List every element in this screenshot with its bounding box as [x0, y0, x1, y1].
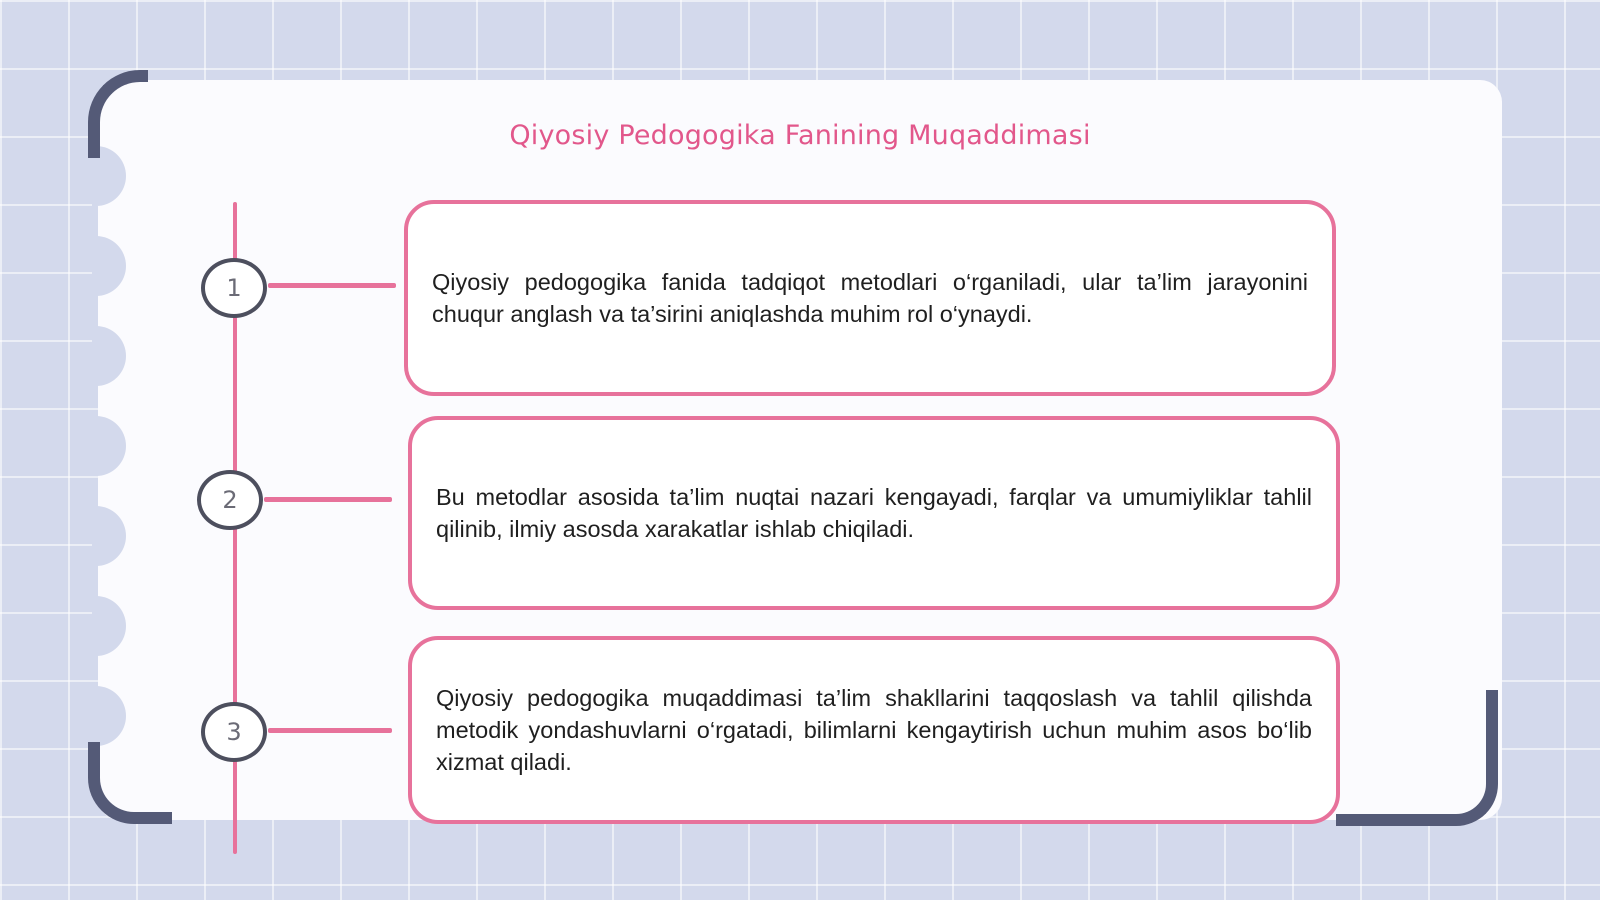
step-connector — [268, 728, 392, 733]
step-number-badge: 3 — [201, 702, 267, 762]
corner-bracket-bottom-right — [1336, 690, 1498, 826]
corner-bracket-top-left — [88, 70, 148, 158]
step-text: Qiyosiy pedogogika fanida tadqiqot metodlari o‘rganiladi, ular ta’lim jarayonini chuqur anglash va ta’sirini aniqlashda muhim rol o‘ynaydi. — [432, 269, 1308, 327]
corner-bracket-bottom-left — [88, 742, 172, 824]
slide-title: Qiyosiy Pedogogika Fanining Muqaddimasi — [509, 120, 1091, 151]
step-connector — [264, 497, 392, 502]
step-box-1 — [404, 200, 1336, 396]
step-connector — [268, 283, 396, 288]
step-number-badge: 1 — [201, 258, 267, 318]
step-text: Bu metodlar asosida ta’lim nuqtai nazari kengayadi, farqlar va umumiyliklar tahlil qilinib, ilmiy asosda xarakatlar ishlab chiqiladi. — [436, 484, 1312, 542]
step-box-3 — [408, 636, 1340, 824]
step-number-badge: 2 — [197, 470, 263, 530]
step-box-2 — [408, 416, 1340, 610]
step-text: Qiyosiy pedogogika muqaddimasi ta’lim shakllarini taqqoslash va tahlil qilishda metodik yondashuvlarni o‘rgatadi, bilimlarni kengaytirish uchun muhim asos bo‘lib xizmat qiladi. — [436, 685, 1312, 775]
